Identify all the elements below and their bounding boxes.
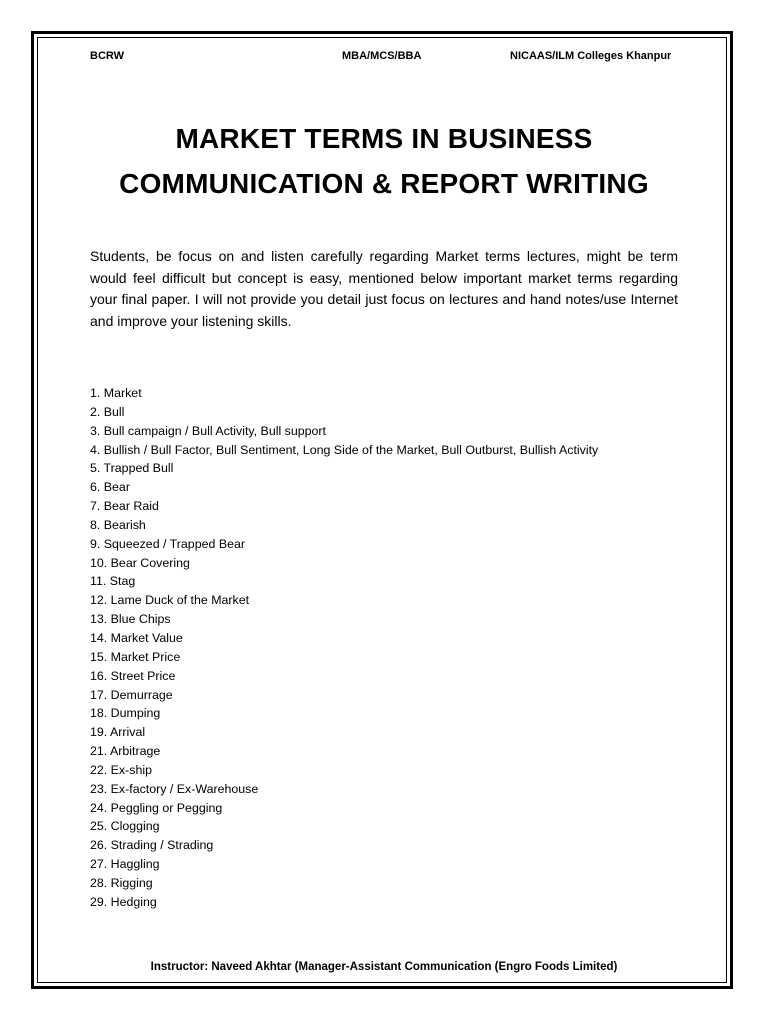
list-item: 28. Rigging — [90, 875, 153, 890]
list-item: 25. Clogging — [90, 819, 160, 834]
list-item: 1. Market — [90, 386, 142, 400]
list-item: 22. Ex-ship — [90, 762, 152, 777]
list-item: 19. Arrival — [90, 725, 146, 740]
list-item: 16. Street Price — [90, 668, 176, 683]
market-terms-list — [90, 384, 598, 912]
list-item: 4. Bullish / Bull Factor, Bull Sentiment, Long Side of the Market, Bull Outburst, Bullish Activity — [90, 442, 599, 457]
list-item: 3. Bull campaign / Bull Activity, Bull support — [90, 423, 326, 438]
list-item: 21. Arbitrage — [90, 744, 161, 759]
list-item: 12. Lame Duck of the Market — [90, 593, 250, 608]
list-item: 18. Dumping — [90, 706, 161, 721]
header-programs: MBA/MCS/BBA — [342, 50, 422, 62]
list-item: 15. Market Price — [90, 649, 181, 664]
list-item: 6. Bear — [90, 480, 130, 495]
list-item: 9. Squeezed / Trapped Bear — [90, 536, 245, 551]
list-item: 17. Demurrage — [90, 687, 173, 702]
list-item: 10. Bear Covering — [90, 555, 190, 570]
header-course-code: BCRW — [90, 50, 125, 62]
document-title — [70, 116, 698, 206]
title-line-1: MARKET TERMS IN BUSINESS — [175, 123, 593, 154]
intro-paragraph: Students, be focus on and listen carefully regarding Market terms lectures, might be term would feel difficult but concept is easy, mentioned below important market terms regarding your final paper. I will not provide you detail just focus on lectures and hand notes/use Internet and improve your listening skills. — [90, 248, 678, 329]
list-item: 27. Haggling — [90, 857, 160, 872]
list-item: 11. Stag — [90, 574, 136, 589]
list-item: 24. Peggling or Pegging — [90, 800, 223, 815]
list-item: 5. Trapped Bull — [90, 461, 174, 476]
list-item: 26. Strading / Strading — [90, 838, 214, 853]
list-item: 8. Bearish — [90, 517, 146, 532]
list-item: 2. Bull — [90, 404, 125, 419]
list-item: 14. Market Value — [90, 630, 183, 645]
list-item: 23. Ex-factory / Ex-Warehouse — [90, 781, 259, 796]
list-item: 7. Bear Raid — [90, 499, 159, 514]
list-item: 29. Hedging — [90, 894, 157, 909]
header-institution: NICAAS/ILM Colleges Khanpur — [510, 50, 672, 62]
title-line-2: COMMUNICATION & REPORT WRITING — [119, 168, 649, 199]
list-item: 13. Blue Chips — [90, 612, 171, 627]
footer-instructor: Instructor: Naveed Akhtar (Manager-Assistant Communication (Engro Foods Limited) — [150, 961, 618, 973]
